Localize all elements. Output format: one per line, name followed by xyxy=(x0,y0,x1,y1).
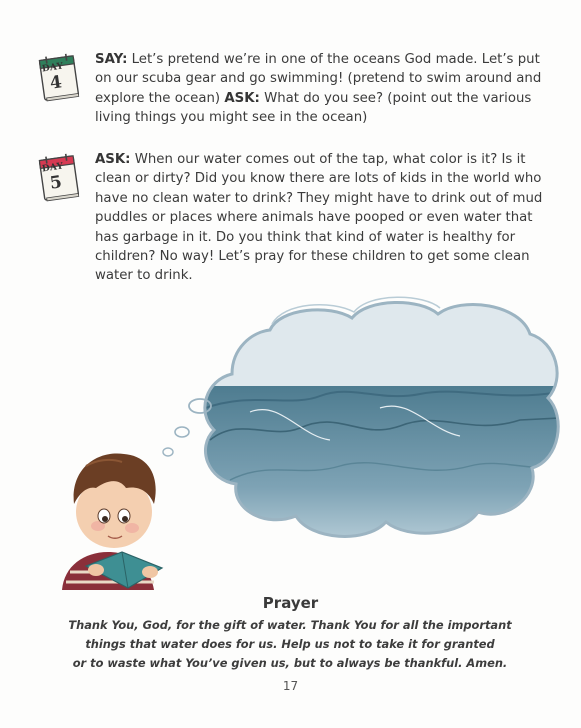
calendar-icon xyxy=(36,52,82,104)
page-number: 17 xyxy=(282,679,299,693)
prayer-line: or to waste what You’ve given us, but to always be thankful. Amen. xyxy=(72,656,508,670)
keyword: SAY: xyxy=(95,52,128,67)
instruction-text: Let’s pretend we’re in one of the oceans God made. Let’s put on our scuba gear and go swimming! (pretend to swim around and explore the ocean) xyxy=(95,52,542,106)
boy-dreaming-of-ocean-illustration xyxy=(0,290,581,610)
calendar-day-label: DAY xyxy=(41,161,64,175)
calendar-icon xyxy=(36,152,82,204)
calendar-day-label: DAY xyxy=(41,61,64,75)
prayer-title: Prayer xyxy=(262,594,319,612)
thought-cloud xyxy=(190,290,580,556)
instruction-text: What do you see? (point out the various living things you might see in the ocean) xyxy=(95,90,532,126)
thought-bubble xyxy=(175,427,189,437)
keyword: ASK: xyxy=(95,152,131,167)
calendar-day-number: 5 xyxy=(48,172,64,194)
thought-bubble xyxy=(163,448,173,456)
calendar-day-number: 4 xyxy=(48,72,64,94)
prayer-text xyxy=(40,616,540,673)
prayer-line: things that water does for us. Help us not to take it for granted xyxy=(85,637,495,651)
prayer-line: Thank You, God, for the gift of water. Thank You for all the important xyxy=(68,618,512,632)
keyword: ASK: xyxy=(224,90,260,106)
instruction-text: When our water comes out of the tap, what color is it? Is it clean or dirty? Did you know there are lots of kids in the world who have no clean water to drink? They might have to drink out of mud puddles or places where animals have pooped or even water that has garbage in it. Do you think that kind of water is healthy for children? No way! Let’s pray for these children to get some clean water to drink. xyxy=(95,152,543,284)
boy-reading xyxy=(62,453,162,590)
day-5-text xyxy=(95,150,557,286)
day-4-text xyxy=(95,50,557,128)
